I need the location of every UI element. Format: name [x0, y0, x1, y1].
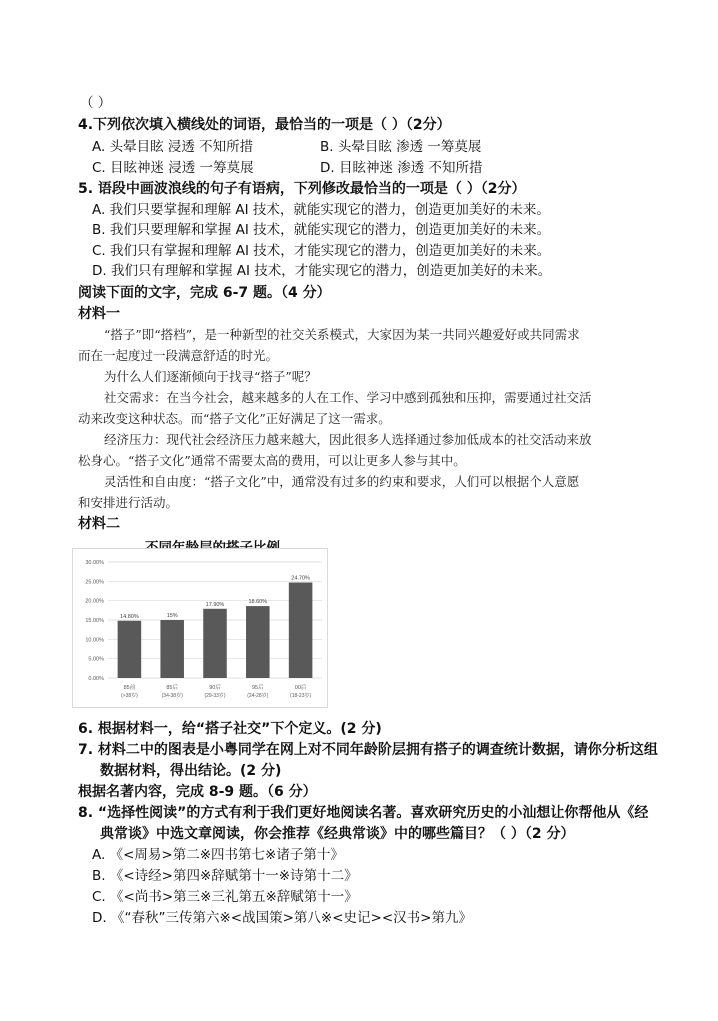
y-tick-label: 20.00% — [85, 598, 104, 605]
y-tick-label: 5.00% — [88, 656, 104, 663]
question-6-stem: 6. 根据材料一，给“搭子社交”下个定义。(2 分) — [78, 721, 382, 737]
bar — [160, 620, 184, 678]
bar-value-label: 18.60% — [248, 599, 268, 606]
question-8-stem-b: 典常谈》中选文章阅读，你会推荐《经典常谈》中的哪些篇目？（ ）（2 分） — [100, 826, 575, 842]
question-7-stem-b: 数据材料，得出结论。(2 分) — [100, 763, 282, 779]
material-1-title: 材料一 — [78, 306, 120, 322]
material-1-para-1a: “搭子”即“搭档”，是一种新型的社交关系模式，大家因为某一共同兴趣爱好或共同需求 — [104, 327, 580, 342]
x-category-label: 00后 — [294, 685, 307, 691]
reading-intro: 阅读下面的文字，完成 6-7 题。（4 分） — [78, 285, 331, 301]
q5-option-c: C. 我们只有掌握和理解 AI 技术，才能实现它的潜力，创造更加美好的未来。 — [92, 243, 551, 259]
material-1-para-3a: 社交需求：在当今社会，越来越多的人在工作、学习中感到孤独和压抑，需要通过社交活 — [104, 390, 592, 405]
bar — [246, 606, 270, 678]
material-1-para-5a: 灵活性和自由度：“搭子文化”中，通常没有过多的约束和要求，人们可以根据个人意愿 — [104, 474, 580, 489]
bar — [203, 609, 227, 678]
q4-option-d: D. 目眩神迷 渗透 不知所措 — [320, 160, 483, 176]
bar-value-label: 17.90% — [205, 601, 225, 608]
material-1-para-3b: 动来改变这种状态。而“搭子文化”正好满足了这一需求。 — [78, 411, 391, 426]
material-1-para-5b: 和安排进行活动。 — [78, 495, 179, 510]
bar — [118, 621, 142, 678]
bar — [289, 582, 313, 678]
q8-option-c: C. 《<尚书>第三※三礼第五※辞赋第十一》 — [92, 889, 358, 905]
q5-option-b: B. 我们只要理解和掌握 AI 技术，就能实现它的潜力，创造更加美好的未来。 — [92, 222, 551, 238]
x-subcategory-label: (18-23岁) — [290, 693, 312, 699]
x-subcategory-label: (24-28岁) — [247, 693, 269, 699]
material-1-para-2: 为什么人们逐渐倾向于找寻“搭子”呢？ — [104, 369, 317, 384]
q4-option-b: B. 头晕目眩 渗透 一筹莫展 — [320, 139, 482, 155]
q5-option-a: A. 我们只要掌握和理解 AI 技术，就能实现它的潜力，创造更加美好的未来。 — [92, 202, 550, 218]
material-2-title: 材料二 — [78, 516, 120, 532]
y-tick-label: 0.00% — [88, 676, 104, 682]
x-category-label: 85前 — [123, 685, 136, 691]
material-1-para-1b: 而在一起度过一段满意舒适的时光。 — [78, 348, 279, 363]
q4-option-c: C. 目眩神迷 浸透 一筹莫展 — [92, 160, 254, 176]
material-1-para-4a: 经济压力：现代社会经济压力越来越大，因此很多人选择通过参加低成本的社交活动来放 — [104, 432, 592, 447]
bar-value-label: 15% — [166, 613, 178, 619]
y-tick-label: 10.00% — [85, 637, 104, 644]
age-group-bar-chart — [72, 548, 328, 708]
x-subcategory-label: (29-33岁) — [204, 693, 226, 699]
q8-option-a: A. 《<周易>第二※四书第七※诸子第十》 — [92, 847, 344, 863]
answer-paren: （ ） — [80, 95, 112, 111]
question-8-stem-a: 8. “选择性阅读”的方式有利于我们更好地阅读名著。喜欢研究历史的小汕想让你帮他从《经 — [78, 805, 649, 821]
x-subcategory-label: (>38岁) — [120, 693, 138, 699]
question-5-stem: 5. 语段中画波浪线的句子有语病，下列修改最恰当的一项是（ ）（2分） — [78, 181, 526, 197]
q5-option-d: D. 我们只有理解和掌握 AI 技术，才能实现它的潜力，创造更加美好的未来。 — [92, 263, 552, 279]
x-category-label: 95后 — [251, 685, 264, 691]
bar-value-label: 24.70% — [291, 575, 310, 582]
material-1-para-4b: 松身心。“搭子文化”通常不需要太高的费用，可以让更多人参与其中。 — [78, 453, 466, 468]
x-category-label: 85后 — [166, 685, 179, 691]
bar-value-label: 14.80% — [120, 613, 139, 620]
y-tick-label: 30.00% — [85, 560, 104, 566]
y-tick-label: 15.00% — [85, 618, 104, 624]
x-subcategory-label: (34-38岁) — [161, 693, 183, 699]
q8-intro: 根据名著内容，完成 8-9 题。（6 分） — [78, 784, 317, 800]
x-category-label: 90后 — [209, 685, 221, 691]
question-7-stem-a: 7. 材料二中的图表是小粤同学在网上对不同年龄阶层拥有搭子的调查统计数据，请你分析这组 — [78, 742, 658, 758]
q4-option-a: A. 头晕目眩 浸透 不知所措 — [92, 139, 254, 155]
q8-option-d: D. 《“春秋”三传第六※<战国策>第八※<史记><汉书>第九》 — [92, 910, 472, 926]
question-4-stem: 4.下列依次填入横线处的词语，最恰当的一项是（ ）（2分） — [78, 117, 451, 133]
y-tick-label: 25.00% — [85, 579, 104, 586]
q8-option-b: B. 《<诗经>第四※辞赋第十一※诗第十二》 — [92, 868, 358, 884]
